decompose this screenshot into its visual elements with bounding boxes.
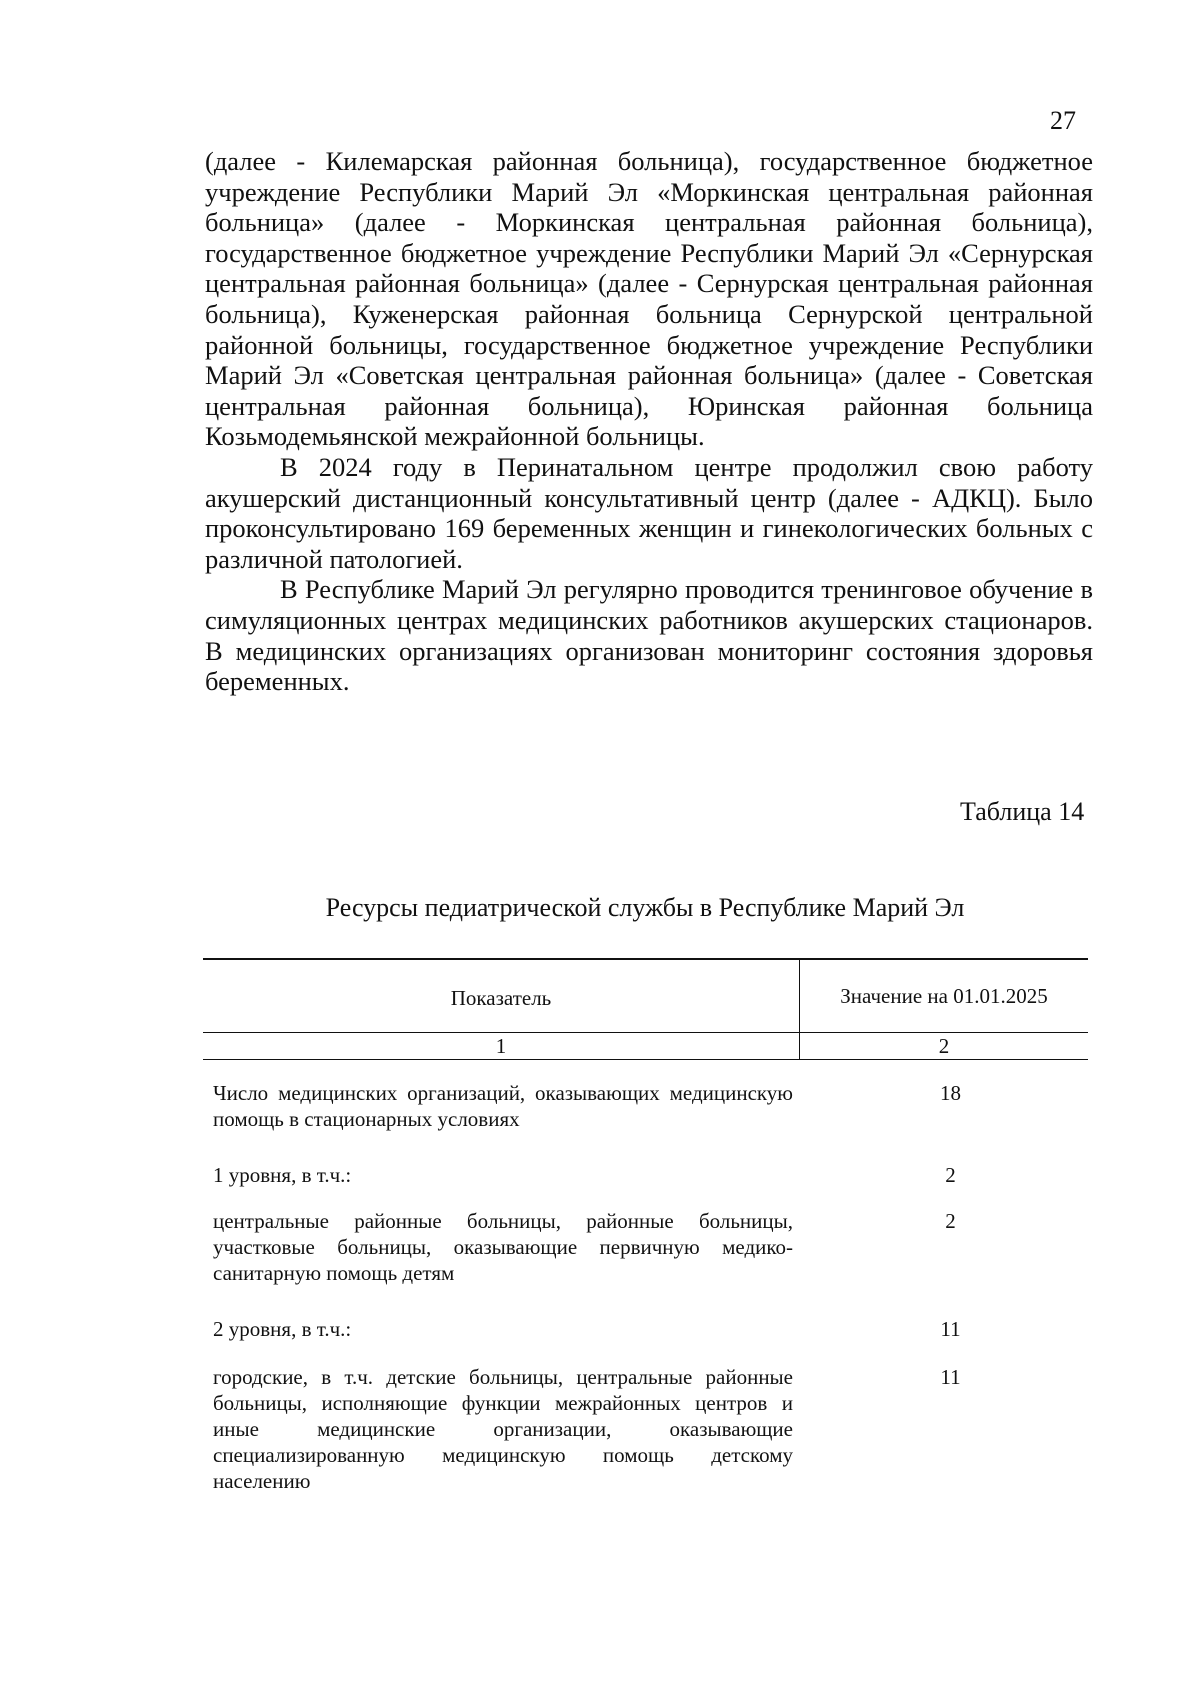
column-number-1: 1 [495, 1033, 507, 1058]
column-number-2: 2 [799, 1033, 1088, 1059]
table-row [203, 1080, 1088, 1132]
value-cell: 2 [945, 1209, 956, 1233]
table-header-row [203, 958, 1088, 1033]
indicator-cell: центральные районные больницы, районные больницы, участковые больницы, оказывающие первичную медико-санитарную помощь детям [213, 1209, 793, 1285]
indicator-cell: 1 уровня, в т.ч.: [213, 1163, 352, 1187]
value-cell: 11 [940, 1365, 961, 1389]
resources-table [203, 958, 1088, 1494]
table-row [203, 1162, 1088, 1188]
header-indicator: Показатель [450, 985, 552, 1010]
paragraph: (далее - Килемарская районная больница), государственное бюджетное учреждение Республики Марий Эл «Моркинская центральная районная больница» (далее - Моркинская центральная районная больница), государственное бюджетное учреждение Республики Марий Эл «Сернурская центральная районная больница» (далее - Сернурская центральная районная больница), Куженерская районная больница Сернурской центральной районной больницы, государственное бюджетное учреждение Республики Марий Эл «Советская центральная районная больница» (далее - Советская центральная районная больница), Юринская районная больница Козьмодемьянской межрайонной больницы. [205, 146, 1093, 452]
indicator-cell: городские, в т.ч. детские больницы, центральные районные больницы, исполняющие функции межрайонных центров и иные медицинские организации, оказывающие специализированную медицинскую помощь детскому населению [213, 1365, 793, 1493]
paragraph: В Республике Марий Эл регулярно проводится тренинговое обучение в симуляционных центрах медицинских работников акушерских стационаров. В медицинских организациях организован мониторинг состояния здоровья беременных. [205, 574, 1093, 697]
value-cell: 11 [940, 1317, 961, 1341]
table-row [203, 1208, 1088, 1286]
table-body [203, 1080, 1088, 1494]
column-number-row [203, 1033, 1088, 1060]
paragraph: В 2024 году в Перинатальном центре продолжил свою работу акушерский дистанционный консультативный центр (далее - АДКЦ). Было проконсультировано 169 беременных женщин и гинекологических больных с различной патологией. [205, 451, 1093, 574]
indicator-cell: Число медицинских организаций, оказывающих медицинскую помощь в стационарных условиях [213, 1081, 793, 1131]
page-number: 27 [1050, 106, 1076, 135]
value-cell: 2 [945, 1163, 956, 1187]
body-text [205, 146, 1093, 697]
table-row [203, 1364, 1088, 1494]
header-value: Значение на 01.01.2025 [799, 960, 1088, 1032]
table-title: Ресурсы педиатрической службы в Республике Марий Эл [325, 893, 965, 922]
table-label: Таблица 14 [960, 797, 1085, 826]
table-row [203, 1316, 1088, 1342]
value-cell: 18 [940, 1081, 961, 1105]
indicator-cell: 2 уровня, в т.ч.: [213, 1317, 352, 1341]
